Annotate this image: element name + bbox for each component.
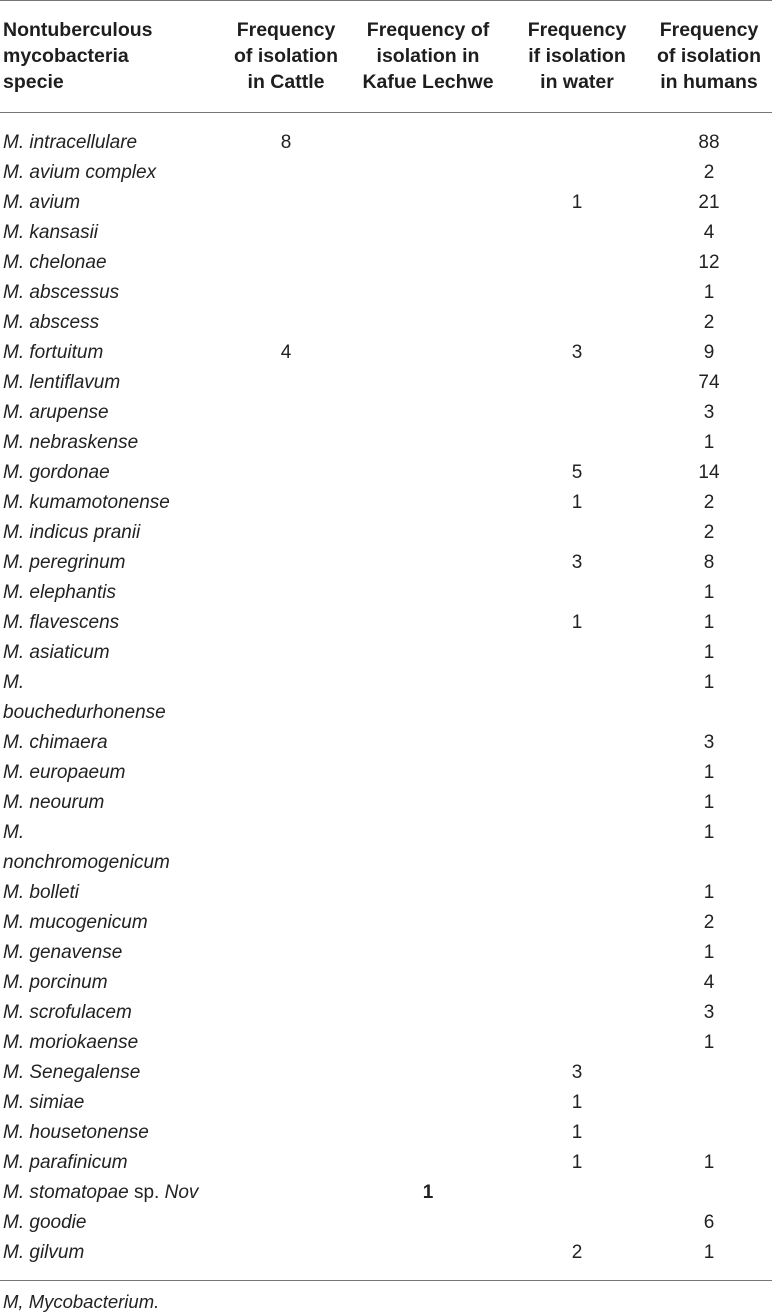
water-cell [508,728,646,758]
cattle-cell [224,308,348,338]
lechwe-cell [348,578,508,608]
table-row [0,488,772,518]
table-row [0,638,772,668]
table-row [0,1058,772,1088]
humans-cell: 4 [703,222,715,243]
cattle-cell [224,248,348,278]
water-cell [508,398,646,428]
species-cell: M. europaeum [3,762,126,783]
lechwe-cell [348,368,508,398]
cattle-cell [224,938,348,968]
table-row [0,158,772,188]
water-cell [508,428,646,458]
humans-cell: 1 [703,1152,715,1173]
humans-cell: 2 [703,492,715,513]
water-cell [508,1178,646,1208]
cattle-cell [224,1208,348,1238]
species-cell: M. mucogenicum [3,912,148,933]
humans-cell [646,1088,772,1118]
species-cell: M. indicus pranii [3,522,141,543]
humans-cell: 1 [703,612,715,633]
species-cell: M. avium complex [3,162,157,183]
lechwe-cell [348,188,508,218]
table-row [0,608,772,638]
species-cell: M. Senegalense [3,1062,141,1083]
species-cell: M. avium [3,192,81,213]
table-row [0,818,772,878]
cattle-cell [224,1178,348,1208]
header-water: Frequency if isolation in water [527,19,627,93]
lechwe-cell [348,878,508,908]
water-cell [508,788,646,818]
humans-cell: 2 [703,912,715,933]
species-cell: M. arupense [3,402,109,423]
species-cell: M. bouchedurhonense [3,672,166,723]
cattle-cell [224,398,348,428]
table-row [0,1118,772,1148]
lechwe-cell [348,428,508,458]
humans-cell: 1 [703,882,715,903]
header-row [0,1,772,113]
species-cell: M. nonchromogenicum [3,822,170,873]
cattle-cell [224,188,348,218]
table-row [0,728,772,758]
header-species: Nontuberculous mycobacteria specie [3,19,153,93]
lechwe-cell [348,308,508,338]
humans-cell: 2 [703,312,715,333]
humans-cell: 3 [703,402,715,423]
lechwe-cell [348,488,508,518]
lechwe-cell [348,398,508,428]
lechwe-cell [348,728,508,758]
table-row [0,548,772,578]
water-cell [508,308,646,338]
lechwe-cell [348,938,508,968]
water-cell [508,638,646,668]
lechwe-cell [348,998,508,1028]
lechwe-cell [348,638,508,668]
humans-cell: 1 [703,792,715,813]
water-cell: 3 [571,342,583,363]
water-cell [508,368,646,398]
cattle-cell [224,818,348,878]
species-cell: M. scrofulacem [3,1002,132,1023]
table-row [0,248,772,278]
table-row [0,998,772,1028]
table-row [0,878,772,908]
table-header [0,1,772,113]
humans-cell: 2 [703,162,715,183]
water-cell [508,878,646,908]
lechwe-cell [348,158,508,188]
lechwe-cell [348,818,508,878]
lechwe-cell [348,1208,508,1238]
water-cell [508,818,646,878]
species-cell: M. abscessus [3,282,120,303]
species-cell: M. intracellulare [3,132,138,153]
species-cell: M. flavescens [3,612,120,633]
table-row [0,368,772,398]
table-row [0,113,772,159]
table-body [0,113,772,1281]
cattle-cell [224,668,348,728]
humans-cell: 1 [703,942,715,963]
humans-cell: 3 [703,732,715,753]
species-cell: M. elephantis [3,582,117,603]
cattle-cell [224,578,348,608]
water-cell: 1 [571,612,583,633]
table-row [0,908,772,938]
lechwe-cell [348,1118,508,1148]
humans-cell: 4 [703,972,715,993]
bottom-rule [0,1280,772,1281]
cattle-cell [224,728,348,758]
humans-cell: 3 [703,1002,715,1023]
lechwe-cell [348,248,508,278]
cattle-cell [224,968,348,998]
species-cell: M. nebraskense [3,432,139,453]
species-cell: M. abscess [3,312,100,333]
table-footnote: M, Mycobacterium. [3,1291,160,1312]
header-humans: Frequency of isolation in humans [657,19,761,93]
water-cell [508,668,646,728]
lechwe-cell [348,548,508,578]
water-cell [508,278,646,308]
cattle-cell: 8 [280,132,292,153]
cattle-cell [224,158,348,188]
water-cell: 3 [571,1062,583,1083]
table-row [0,398,772,428]
water-cell [508,968,646,998]
water-cell: 2 [571,1242,583,1263]
water-cell [508,248,646,278]
cattle-cell [224,1238,348,1280]
lechwe-cell [348,1058,508,1088]
water-cell [508,578,646,608]
cattle-cell [224,1058,348,1088]
table-row [0,458,772,488]
table-row [0,278,772,308]
cattle-cell [224,218,348,248]
lechwe-cell [348,218,508,248]
species-cell: M. neourum [3,792,105,813]
lechwe-cell [348,338,508,368]
table-row [0,968,772,998]
humans-cell: 88 [698,132,720,153]
water-cell [508,1028,646,1058]
species-cell: M. chimaera [3,732,108,753]
species-cell: M. porcinum [3,972,108,993]
humans-cell: 1 [703,582,715,603]
cattle-cell [224,638,348,668]
cattle-cell: 4 [280,342,292,363]
table-row [0,188,772,218]
table-row [0,1238,772,1280]
lechwe-cell [348,758,508,788]
lechwe-cell [348,458,508,488]
humans-cell: 6 [703,1212,715,1233]
table-row [0,938,772,968]
water-cell: 1 [571,1152,583,1173]
humans-cell: 21 [698,192,720,213]
humans-cell: 1 [703,1242,715,1263]
lechwe-cell: 1 [422,1182,434,1203]
cattle-cell [224,428,348,458]
water-cell [508,998,646,1028]
cattle-cell [224,518,348,548]
species-cell: M. genavense [3,942,123,963]
humans-cell: 1 [703,432,715,453]
species-cell: M. goodie [3,1212,87,1233]
species-cell: M. chelonae [3,252,107,273]
species-cell: M. lentiflavum [3,372,121,393]
humans-cell: 1 [703,762,715,783]
table-row [0,338,772,368]
species-cell: M. parafinicum [3,1152,128,1173]
table-row [0,1088,772,1118]
lechwe-cell [348,1148,508,1178]
humans-cell: 1 [703,282,715,303]
lechwe-cell [348,113,508,159]
table-row [0,428,772,458]
water-cell [508,158,646,188]
humans-cell [646,1118,772,1148]
species-cell: M. stomatopae sp. Nov [3,1182,199,1203]
water-cell [508,218,646,248]
humans-cell: 8 [703,552,715,573]
water-cell [508,758,646,788]
water-cell: 1 [571,492,583,513]
table-row [0,1028,772,1058]
lechwe-cell [348,908,508,938]
species-cell: M. peregrinum [3,552,126,573]
cattle-cell [224,458,348,488]
species-cell: M. gilvum [3,1242,85,1263]
water-cell: 5 [571,462,583,483]
table-row [0,1208,772,1238]
species-cell: M. housetonense [3,1122,149,1143]
water-cell: 1 [571,192,583,213]
cattle-cell [224,488,348,518]
species-cell: M. bolleti [3,882,80,903]
lechwe-cell [348,788,508,818]
humans-cell: 9 [703,342,715,363]
cattle-cell [224,758,348,788]
species-cell: M. simiae [3,1092,85,1113]
species-cell: M. kumamotonense [3,492,170,513]
lechwe-cell [348,608,508,638]
cattle-cell [224,998,348,1028]
water-cell: 1 [571,1122,583,1143]
water-cell [508,908,646,938]
table-row [0,788,772,818]
table-row [0,668,772,728]
table-row [0,578,772,608]
table-row [0,218,772,248]
header-lechwe: Frequency of isolation in Kafue Lechwe [362,19,494,93]
cattle-cell [224,1088,348,1118]
table-row [0,758,772,788]
water-cell: 3 [571,552,583,573]
humans-cell [646,1058,772,1088]
lechwe-cell [348,278,508,308]
species-cell: M. kansasii [3,222,99,243]
water-cell [508,113,646,159]
table-row [0,518,772,548]
humans-cell: 1 [703,642,715,663]
humans-cell [646,1178,772,1208]
cattle-cell [224,788,348,818]
lechwe-cell [348,1028,508,1058]
humans-cell: 12 [698,252,720,273]
humans-cell: 1 [703,1032,715,1053]
humans-cell: 14 [698,462,720,483]
humans-cell: 74 [698,372,720,393]
lechwe-cell [348,518,508,548]
lechwe-cell [348,968,508,998]
species-cell: M. fortuitum [3,342,104,363]
humans-cell: 2 [703,522,715,543]
species-cell: M. moriokaense [3,1032,139,1053]
header-cattle: Frequency of isolation in Cattle [234,19,338,93]
humans-cell: 1 [703,672,715,693]
table-row [0,308,772,338]
species-cell: M. asiaticum [3,642,110,663]
table-row [0,1178,772,1208]
cattle-cell [224,878,348,908]
humans-cell: 1 [703,822,715,843]
cattle-cell [224,548,348,578]
water-cell [508,1208,646,1238]
lechwe-cell [348,668,508,728]
water-cell: 1 [571,1092,583,1113]
water-cell [508,938,646,968]
table-row [0,1148,772,1178]
cattle-cell [224,368,348,398]
lechwe-cell [348,1088,508,1118]
cattle-cell [224,908,348,938]
cattle-cell [224,1118,348,1148]
cattle-cell [224,1148,348,1178]
lechwe-cell [348,1238,508,1280]
cattle-cell [224,1028,348,1058]
water-cell [508,518,646,548]
cattle-cell [224,608,348,638]
cattle-cell [224,278,348,308]
species-cell: M. gordonae [3,462,110,483]
